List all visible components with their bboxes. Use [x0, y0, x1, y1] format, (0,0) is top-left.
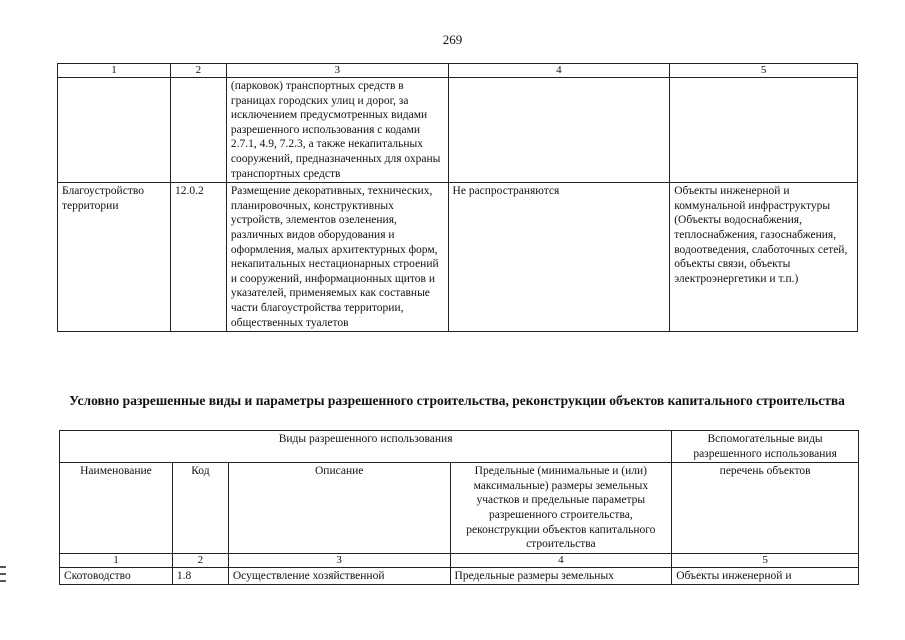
table-row — [60, 567, 859, 585]
auxiliary-uses-cell — [670, 78, 858, 183]
use-description-cell: (парковок) транспортных средств в границах городских улиц и дорог, за исключением предусмотренных видами разрешенного использования с кодами 2.7.1, 4.9, 7.2.3, а также некапитальных сооружений, предназначенных для охраны транспортных средств — [226, 78, 448, 183]
column-number: 2 — [170, 64, 226, 78]
page-number: 269 — [442, 32, 463, 47]
column-header-parameters: Предельные (минимальные и (или) максимальные) размеры земельных участков и предельные параметры разрешенного строительства, реконструкции объектов капитального строительства — [450, 463, 672, 554]
column-number: 5 — [672, 553, 859, 567]
column-number-row — [58, 64, 858, 78]
binding-marks — [0, 566, 6, 587]
column-number: 3 — [226, 64, 448, 78]
use-code-cell — [170, 78, 226, 183]
use-code-cell: 12.0.2 — [170, 183, 226, 332]
column-number: 1 — [58, 64, 171, 78]
column-header-code: Код — [172, 463, 228, 554]
column-number-row — [60, 553, 859, 567]
column-header-row — [60, 463, 859, 554]
use-description-cell: Осуществление хозяйственной — [228, 567, 450, 585]
column-number: 1 — [60, 553, 173, 567]
parameters-cell: Не распространяются — [448, 183, 670, 332]
column-number: 5 — [670, 64, 858, 78]
section-heading: Условно разрешенные виды и параметры разрешенного строительства, реконструкции объектов капитального строительства — [69, 393, 845, 408]
column-number: 3 — [228, 553, 450, 567]
group-header-row — [60, 431, 859, 463]
parameters-cell: Предельные размеры земельных — [450, 567, 672, 585]
land-use-table-continued — [57, 63, 858, 332]
use-name-cell — [58, 78, 171, 183]
table-row — [58, 78, 858, 183]
column-number: 4 — [450, 553, 672, 567]
column-header-aux: перечень объектов — [672, 463, 859, 554]
table-row — [58, 183, 858, 332]
use-name-cell: Скотоводство — [60, 567, 173, 585]
column-header-name: Наименование — [60, 463, 173, 554]
auxiliary-uses-cell: Объекты инженерной и коммунальной инфраструктуры (Объекты водоснабжения, теплоснабжения, газоснабжения, водоотведения, слаботочных сетей, объекты связи, объекты электроэнергетики и т.п.) — [670, 183, 858, 332]
use-code-cell: 1.8 — [172, 567, 228, 585]
use-description-cell: Размещение декоративных, технических, планировочных, конструктивных устройств, элементов озеленения, различных видов оборудования и оформления, малых архитектурных форм, некапитальных нестационарных строений и сооружений, информационных щитов и указателей, применяемых как составные части благоустройства территории, общественных туалетов — [226, 183, 448, 332]
use-name-cell: Благоустройство территории — [58, 183, 171, 332]
column-header-description: Описание — [228, 463, 450, 554]
group-header-aux: Вспомогательные виды разрешенного использования — [672, 431, 859, 463]
conditional-use-table — [59, 430, 859, 585]
group-header-main: Виды разрешенного использования — [60, 431, 672, 463]
column-number: 2 — [172, 553, 228, 567]
column-number: 4 — [448, 64, 670, 78]
parameters-cell — [448, 78, 670, 183]
auxiliary-uses-cell: Объекты инженерной и — [672, 567, 859, 585]
